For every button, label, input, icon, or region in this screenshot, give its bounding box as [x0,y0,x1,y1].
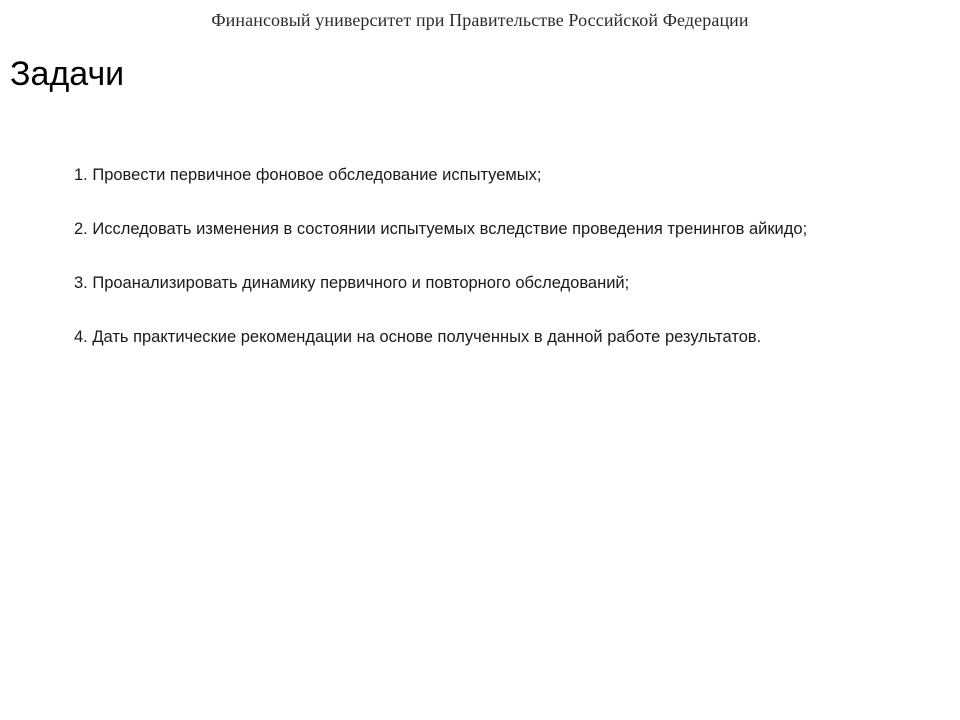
university-header: Финансовый университет при Правительстве Российской Федерации [211,10,749,30]
slide-title: Задачи [10,55,125,93]
task-list [74,163,894,379]
task-item-1: 1. Провести первичное фоновое обследование испытуемых; [74,166,542,184]
task-item-4: 4. Дать практические рекомендации на основе полученных в данной работе результатов. [74,328,762,346]
task-item-3: 3. Проанализировать динамику первичного и повторного обследований; [74,274,630,292]
task-item-2: 2. Исследовать изменения в состоянии испытуемых вследствие проведения тренингов айкидо; [74,220,808,238]
